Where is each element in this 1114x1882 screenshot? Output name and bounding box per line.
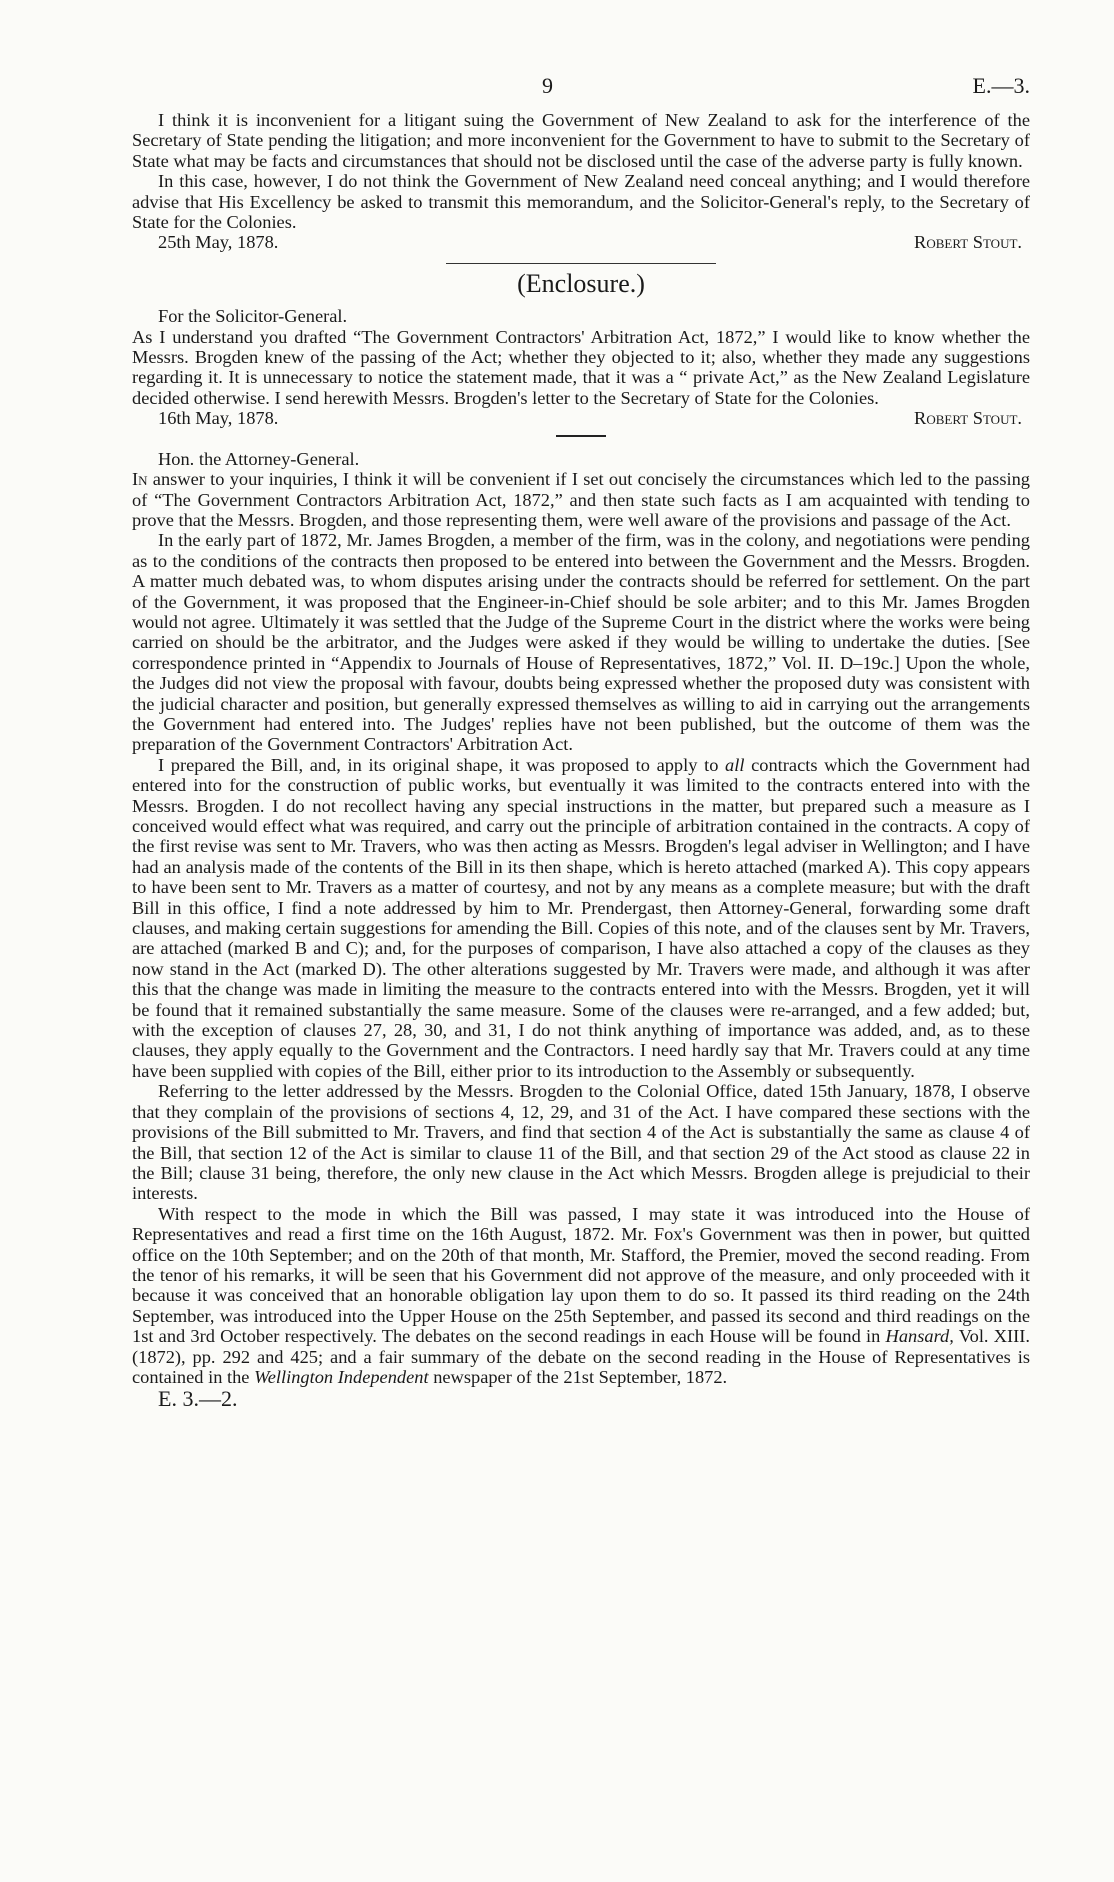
memo-signature-row [132, 232, 1030, 252]
reply-paragraph-4: Referring to the letter addressed by the Messrs. Brogden to the Colonial Office, dated 15th January, 1878, I observe that they complain of the provisions of sections 4, 12, 29, and 31 of the Act. I have compared these sections with the provisions of the Bill submitted to Mr. Travers, and find that section 4 of the Act is substantially the same as clause 4 of the Bill, that section 12 of the Act is similar to clause 11 of the Bill, and that section 29 of the Act stood as clause 22 in the Bill; clause 31 being, therefore, the only new clause in the Act which Messrs. Brogden allege is prejudicial to their interests. [132, 1081, 1030, 1204]
reply-paragraph-5-c: newspaper of the 21st September, 1872. [433, 1366, 728, 1387]
footer-mark: E. 3.—2. [158, 1386, 238, 1412]
reply-paragraph-3 [132, 755, 1030, 1082]
section-divider [446, 263, 716, 264]
reply-paragraph-3-a: I prepared the Bill, and, in its original shape, it was proposed to apply to [158, 754, 719, 775]
page-number: 9 [542, 73, 553, 98]
reply-salutation: Hon. the Attorney-General. [158, 448, 360, 469]
reply-paragraph-2: In the early part of 1872, Mr. James Brogden, a member of the firm, was in the colony, and negotiations were pending as to the conditions of the contracts then proposed to be entered into between the Government and the Messrs. Brogden. A matter much debated was, to whom disputes arising under the contracts should be referred for settlement. On the part of the Government, it was proposed that the Engineer-in-Chief should be sole arbiter; and to this Mr. James Brogden would not agree. Ultimately it was settled that the Judge of the Supreme Court in the district where the works were being carried on should be the arbitrator, and the Judges were asked if they would be willing to undertake the duties. [See correspondence printed in “Appendix to Journals of House of Representatives, 1872,” Vol. II. D–19c.] Upon the whole, the Judges did not view the proposal with favour, doubts being expressed whether the proposed duty was consistent with the judicial character and position, but generally expressed themselves as willing to aid in carrying out the arrangements the Government had entered into. The Judges' replies have not been published, but the outcome of them was the preparation of the Government Contractors' Arbitration Act. [132, 530, 1030, 755]
reply-paragraph-3-emphasis: all [725, 754, 745, 775]
reply-paragraph-5 [132, 1204, 1030, 1388]
reply-paragraph-1 [132, 469, 1030, 530]
memo-paragraph-2: In this case, however, I do not think the Government of New Zealand need conceal anything; and I would therefore advise that His Excellency be asked to transmit this memorandum, and the Solicitor-General's reply, to the Secretary of State for the Colonies. [132, 171, 1030, 233]
reply-paragraph-3-b: contracts which the Government had entered into for the construction of public works, but eventually it was limited to the contracts entered into with the Messrs. Brogden. I do not recollect having any special instructions in the matter, but prepared such a measure as I conceived would effect what was required, and carry out the principle of arbitration contained in the contracts. A copy of the first revise was sent to Mr. Travers, who was then acting as Messrs. Brogden's legal adviser in Wellington; and I have had an analysis made of the contents of the Bill in its then shape, which is hereto attached (marked A). This copy appears to have been sent to Mr. Travers as a matter of courtesy, and not by any means as a complete measure; but with the draft Bill in this office, I find a note addressed by him to Mr. Prendergast, then Attorney-General, forwarding some draft clauses, and making certain suggestions for amending the Bill. Copies of this note, and of the clauses sent by Mr. Travers, are attached (marked B and C); and, for the purposes of comparison, I have also attached a copy of the clauses as they now stand in the Act (marked D). The other alterations suggested by Mr. Travers were made, and although it was after this that the change was made in limiting the measure to the contracts entered into with the Messrs. Brogden, yet it will be found that it remained substantially the same measure. Some of the clauses were re-arranged, and a few added; but, with the exception of clauses 27, 28, 30, and 31, I do not think anything of importance was added, and, as to these clauses, they apply equally to the Government and the Contractors. I need hardly say that Mr. Travers could at any time have been supplied with copies of the Bill, either prior to its introduction to the Assembly or subsequently. [132, 754, 1030, 1081]
newspaper-title: Wellington Independent [254, 1366, 429, 1387]
reply-paragraph-1-text: answer to your inquiries, I think it will be convenient if I set out concisely the circumstances which led to the passing of “The Government Contractors Arbitration Act, 1872,” and then state such facts as I am acquainted with tending to prove that the Messrs. Brogden, and those representing them, were well aware of the provisions and passage of the Act. [132, 469, 1030, 530]
short-divider [556, 435, 606, 437]
enclosure-paragraph: As I understand you drafted “The Government Contractors' Arbitration Act, 1872,” I would like to know whether the Messrs. Brogden knew of the passing of the Act; whether they objected to it; also, whether they made any suggestions regarding it. It is unnecessary to notice the statement made, that it was a “ private Act,” as the New Zealand Legislature decided otherwise. I send herewith Messrs. Brogden's letter to the Secretary of State for the Colonies. [132, 326, 1030, 408]
enclosure-signature: Robert Stout. [914, 408, 1022, 429]
memo-paragraph-1: I think it is inconvenient for a litigant suing the Government of New Zealand to ask for the interference of the Secretary of State pending the litigation; and more inconvenient for the Government to have to submit to the Secretary of State what may be facts and circumstances that should not be disclosed until the case of the adverse party is fully known. [132, 110, 1030, 171]
memo-date: 25th May, 1878. [158, 232, 279, 253]
hansard-citation: Hansard, [885, 1326, 954, 1347]
enclosure-heading: (Enclosure.) [517, 268, 645, 298]
enclosure-date: 16th May, 1878. [158, 408, 279, 429]
reply-paragraph-5-b: Vol. XIII. (1872), pp. 292 and 425; and a fair summary of the debate on the second reading in the House of Representatives is contained in the [132, 1326, 1030, 1387]
memo-signature: Robert Stout. [914, 232, 1022, 253]
enclosure-signature-row [132, 408, 1030, 428]
reply-paragraph-5-a: With respect to the mode in which the Bill was passed, I may state it was introduced into the House of Representatives and read a first time on the 16th August, 1872. Mr. Fox's Government was then in power, but quitted office on the 10th September; and on the 20th of that month, Mr. Stafford, the Premier, moved the second reading. From the tenor of his remarks, it will be seen that his Government did not approve of the measure, and only proceeded with it because it was conceived that an honorable obligation lay upon them to do so. It passed its third reading on the 24th September, was introduced into the Upper House on the 25th September, and passed its second and third readings on the 1st and 3rd October respectively. The debates on the second readings in each House will be found in [132, 1203, 1030, 1347]
document-page [132, 72, 1030, 1410]
initial-word: In [132, 469, 148, 490]
paper-reference: E.—3. [972, 73, 1030, 98]
page-header [132, 72, 1030, 110]
enclosure-salutation: For the Solicitor-General. [158, 306, 348, 327]
